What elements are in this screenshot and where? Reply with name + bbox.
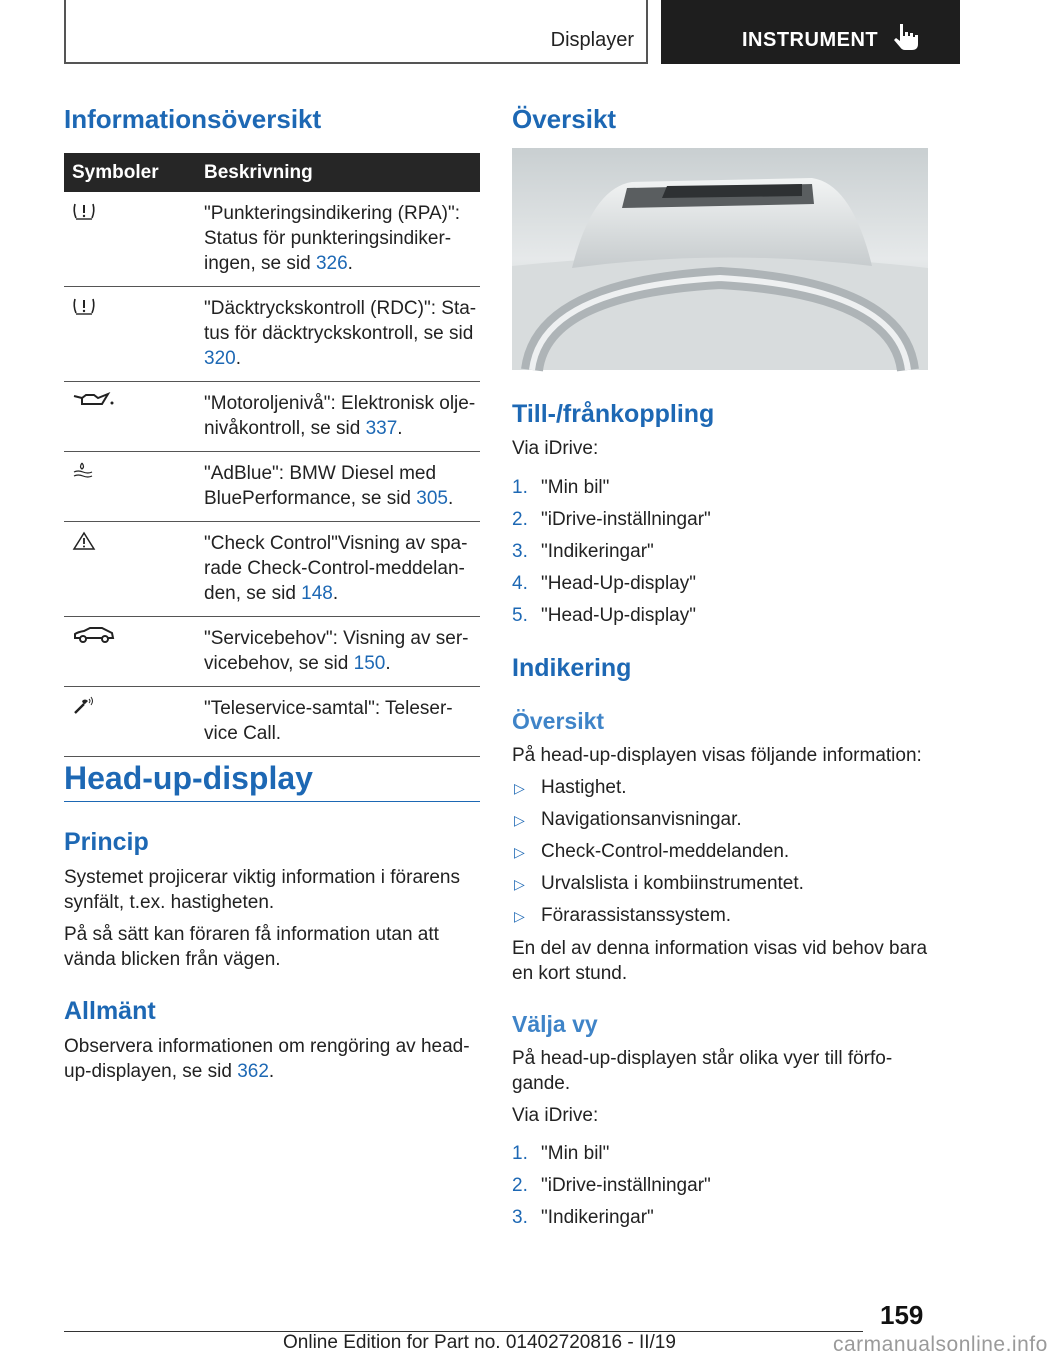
table-row: "Motoroljenivå": Elektronisk olje-nivåkontroll, se sid 337.	[64, 382, 480, 452]
valja-vy-title: Välja vy	[512, 1011, 598, 1037]
table-row: "Check Control"Visning av spa-rade Check-Control-meddelan-den, se sid 148.	[64, 522, 480, 617]
triangle-bullet-icon: ▷	[514, 844, 525, 860]
extra-paragraph: En del av denna information visas vid behov bara en kort stund.	[512, 938, 928, 984]
list-item: 5. "Head-Up-display"	[512, 605, 696, 626]
list-item: 1. "Min bil"	[512, 477, 610, 498]
toggle-title: Till-/frånkoppling	[512, 400, 715, 428]
hud-title-rule	[64, 801, 480, 802]
princip-title: Princip	[64, 828, 149, 856]
table-row: "Teleservice-samtal": Teleser-vice Call.	[64, 687, 480, 757]
list-item: 1. "Min bil"	[512, 1143, 610, 1164]
oversikt-subtitle: Översikt	[512, 708, 605, 734]
oversikt-title: Översikt	[512, 104, 617, 134]
hud-title: Head-up-display	[64, 760, 313, 796]
indikering-title: Indikering	[512, 654, 632, 682]
warning-triangle-icon	[72, 531, 96, 551]
watermark: carmanualsonline.info	[833, 1333, 1048, 1356]
col-header-symbols: Symboler	[64, 153, 196, 192]
allmant-title: Allmänt	[64, 997, 156, 1025]
list-item: ▷ Urvalslista i kombiinstrumentet.	[514, 873, 804, 894]
page-link-326[interactable]: 326	[315, 253, 348, 274]
via-idrive-1: Via iDrive:	[512, 438, 599, 459]
page-link-337[interactable]: 337	[365, 418, 398, 439]
list-item: 3. "Indikeringar"	[512, 1207, 654, 1228]
triangle-bullet-icon: ▷	[514, 812, 525, 828]
footer-edition: Online Edition for Part no. 01402720816 - II/19	[283, 1332, 676, 1353]
oil-can-icon	[72, 391, 116, 409]
list-item: 3. "Indikeringar"	[512, 541, 654, 562]
header-section-label: Displayer	[550, 29, 634, 51]
list-item: ▷ Förarassistanssystem.	[514, 905, 732, 926]
hud-info-list	[512, 776, 804, 936]
col-header-description: Beskrivning	[196, 153, 480, 192]
tire-pressure-warning-icon	[72, 201, 96, 221]
list-item: 2. "iDrive-inställningar"	[512, 509, 711, 530]
page-number: 159	[880, 1300, 924, 1330]
page-link-150[interactable]: 150	[353, 653, 386, 674]
valja-steps-list	[512, 1142, 711, 1238]
triangle-bullet-icon: ▷	[514, 876, 525, 892]
header-section-box	[64, 0, 648, 64]
adblue-icon	[72, 461, 94, 481]
table-row: "Punkteringsindikering (RPA)": Status för punkteringsindiker-ingen, se sid 326.	[64, 192, 480, 287]
via-idrive-2: Via iDrive:	[512, 1105, 599, 1126]
header-chapter-tab[interactable]	[661, 0, 960, 64]
page-link-362[interactable]: 362	[237, 1061, 269, 1082]
list-item: 2. "iDrive-inställningar"	[512, 1175, 711, 1196]
table-row: "Däcktryckskontroll (RDC)": Sta-tus för däcktryckskontroll, se sid 320.	[64, 287, 480, 382]
teleservice-wrench-icon	[72, 696, 98, 716]
toggle-steps-list	[512, 476, 711, 636]
info-overview-title: Informationsöversikt	[64, 104, 322, 134]
page-link-320[interactable]: 320	[204, 348, 236, 369]
valja-vy-paragraph: På head-up-displayen står olika vyer till förfo-gande.	[512, 1048, 893, 1094]
list-item: ▷ Check-Control-meddelanden.	[514, 841, 790, 862]
tire-pressure-warning-icon	[72, 296, 96, 316]
car-service-icon	[72, 626, 116, 644]
allmant-paragraph: Observera informationen om rengöring av head-up-displayen, se sid 362.	[64, 1036, 470, 1082]
list-item: ▷ Navigationsanvisningar.	[514, 809, 742, 830]
head-up-display-photo	[512, 148, 928, 370]
triangle-bullet-icon: ▷	[514, 908, 525, 924]
princip-paragraph-1: Systemet projicerar viktig information i förarens synfält, t.ex. hastigheten.	[64, 867, 460, 913]
header-chapter-label: INSTRUMENT	[742, 29, 879, 51]
list-item: 4. "Head-Up-display"	[512, 573, 696, 594]
pointing-hand-icon	[893, 22, 919, 52]
page-link-148[interactable]: 148	[301, 583, 333, 604]
page-link-305[interactable]: 305	[416, 488, 448, 509]
table-row: "Servicebehov": Visning av ser-vicebehov, se sid 150.	[64, 617, 480, 687]
oversikt-paragraph: På head-up-displayen visas följande information:	[512, 745, 922, 766]
triangle-bullet-icon: ▷	[514, 780, 525, 796]
symbols-table	[64, 153, 480, 757]
princip-paragraph-2: På så sätt kan föraren få information utan att vända blicken från vägen.	[64, 924, 439, 970]
list-item: ▷ Hastighet.	[514, 777, 627, 798]
table-row: "AdBlue": BMW Diesel med BluePerformance, se sid 305.	[64, 452, 480, 522]
